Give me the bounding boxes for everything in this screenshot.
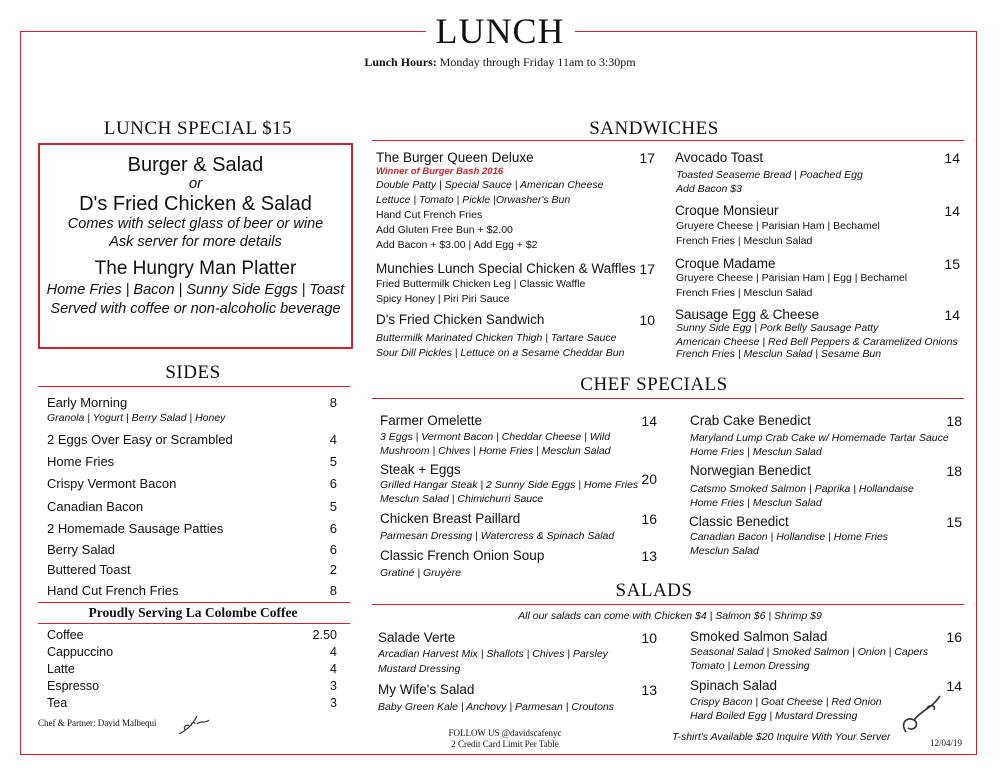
lunch-special-box (38, 143, 353, 349)
menu-item-price: 10 (639, 312, 655, 328)
menu-item-desc: Add Bacon + $3.00 | Add Egg + $2 (376, 239, 538, 251)
menu-item-price: 20 (641, 471, 657, 487)
sandwiches-rule (372, 140, 964, 141)
menu-item-name: Salade Verte (378, 630, 456, 645)
list-item: Coffee 2.50 (47, 628, 337, 642)
menu-item-desc: Maryland Lump Crab Cake w/ Homemade Tartar Sauce (690, 432, 949, 444)
menu-item-name: Chicken Breast Paillard (380, 511, 521, 526)
menu-item-desc: Toasted Seaseme Bread | Poached Egg (676, 169, 863, 181)
list-item: Canadian Bacon 5 (47, 499, 337, 514)
menu-item-desc: Sunny Side Egg | Pork Belly Sausage Patty (676, 322, 879, 334)
menu-item-price: 17 (639, 261, 655, 277)
menu-item-desc: French Fries | Mesclun Salad (676, 235, 813, 247)
page-title: LUNCH (0, 10, 1000, 52)
menu-item-desc: American Cheese | Red Bell Peppers & Caramelized Onions (676, 336, 958, 348)
menu-item-price: 14 (641, 413, 657, 429)
menu-item-name: Steak + Eggs (380, 462, 461, 477)
menu-item-name: Croque Madame (675, 256, 776, 271)
menu-item-desc: Gratiné | Gruyère (380, 567, 461, 579)
menu-item-name: Smoked Salmon Salad (690, 629, 828, 644)
menu-item-name: Croque Monsieur (675, 203, 779, 218)
menu-item-desc: Hand Cut French Fries (376, 209, 483, 221)
list-item: Cappuccino 4 (47, 645, 337, 659)
menu-item-name: Spinach Salad (690, 678, 778, 693)
menu-item-desc: Gruyere Cheese | Parisian Ham | Egg | Bechamel (676, 272, 908, 284)
list-item: Early Morning 8 (47, 395, 337, 410)
menu-item-desc: Add Gluten Free Bun + $2.00 (376, 224, 513, 236)
menu-item-name: The Burger Queen Deluxe (376, 150, 534, 165)
menu-item-desc: Home Fries | Mesclun Salad (690, 446, 822, 458)
menu-item-desc: Arcadian Harvest Mix | Shallots | Chives | Parsley (378, 648, 608, 660)
chef-specials-heading: CHEF SPECIALS (580, 374, 728, 395)
menu-item-desc: French Fries | Mesclun Salad | Sesame Bun (676, 348, 882, 360)
special-line-1: Burger & Salad (127, 154, 264, 176)
special-line-2: D's Fried Chicken & Salad (79, 193, 312, 215)
list-item: Hand Cut French Fries 8 (47, 583, 337, 598)
menu-item-price: 18 (946, 413, 962, 429)
menu-item-desc: Crispy Bacon | Goat Cheese | Red Onion (690, 696, 882, 708)
menu-item-price: 14 (944, 203, 960, 219)
menu-item-desc: Add Bacon $3 (676, 183, 742, 195)
menu-item-name: Norwegian Benedict (690, 463, 811, 478)
menu-item-price: 18 (946, 463, 962, 479)
salads-rule (372, 604, 964, 605)
special-or: or (188, 175, 203, 192)
menu-item-desc: Seasonal Salad | Smoked Salmon | Onion | Capers (690, 646, 929, 658)
follow-us: FOLLOW US @davidscafenyc (448, 728, 562, 738)
menu-item-desc: Baby Green Kale | Anchovy | Parmesan | Croutons (378, 701, 614, 713)
list-item: Crispy Vermont Bacon 6 (47, 476, 337, 491)
print-date: 12/04/19 (930, 738, 963, 748)
menu-item-name: Munchies Lunch Special Chicken & Waffles (376, 261, 636, 276)
lunch-special-heading: LUNCH SPECIAL $15 (103, 118, 293, 139)
menu-item-desc: Parmesan Dressing | Watercress & Spinach Salad (380, 530, 615, 542)
sandwiches-heading: SANDWICHES (589, 118, 719, 139)
menu-item-price: 16 (641, 511, 657, 527)
swirl-icon (896, 690, 946, 740)
award-badge: Winner of Burger Bash 2016 (376, 166, 504, 177)
tshirt-note: T-shirt's Available $20 Inquire With Your Server (672, 731, 891, 743)
menu-item-desc: Lettuce | Tomato | Pickle |Orwasher's Bun (376, 194, 571, 206)
special-line-6: Home Fries | Bacon | Sunny Side Eggs | Toast (46, 282, 345, 298)
special-line-5: The Hungry Man Platter (94, 258, 297, 279)
menu-item-desc: Mushroom | Chives | Home Fries | Mesclun Salad (380, 445, 611, 457)
salads-note: All our salads can come with Chicken $4 | Salmon $6 | Shrimp $9 (518, 610, 822, 622)
menu-item-desc: Mesclun Salad (690, 545, 759, 557)
menu-item-desc: Mesclun Salad | Chimichurri Sauce (380, 493, 544, 505)
menu-item-name: Classic Benedict (689, 514, 789, 529)
menu-item-name: Sausage Egg & Cheese (675, 307, 820, 322)
menu-item-desc: Sour Dill Pickles | Lettuce on a Sesame Cheddar Bun (376, 347, 625, 359)
menu-item-name: My Wife's Salad (378, 682, 475, 697)
menu-item-name: D's Fried Chicken Sandwich (376, 312, 545, 327)
list-item: Berry Salad 6 (47, 542, 337, 557)
menu-item-desc: Hard Boiled Egg | Mustard Dressing (690, 710, 858, 722)
card-limit-note: 2 Credit Card Limit Per Table (451, 739, 559, 749)
menu-item-price: 10 (641, 630, 657, 646)
menu-item-name: Farmer Omelette (380, 413, 483, 428)
menu-item-desc: Mustard Dressing (378, 663, 461, 675)
menu-item-desc: Canadian Bacon | Hollandise | Home Fries (690, 531, 889, 543)
list-item-desc: Granola | Yogurt | Berry Salad | Honey (47, 412, 226, 424)
special-line-7: Served with coffee or non-alcoholic beverage (50, 300, 341, 317)
coffee-rule-top (38, 602, 350, 603)
menu-item-desc: Catsmo Smoked Salmon | Paprika | Hollandaise (690, 483, 914, 495)
salads-heading: SALADS (615, 580, 693, 601)
special-line-4: Ask server for more details (109, 233, 282, 250)
list-item: Latte 4 (47, 662, 337, 676)
menu-item-price: 14 (944, 150, 960, 166)
list-item: 2 Homemade Sausage Patties 6 (47, 521, 337, 536)
menu-item-desc: 3 Eggs | Vermont Bacon | Cheddar Cheese | Wild (380, 431, 611, 443)
menu-item-desc: Spicy Honey | Piri Piri Sauce (376, 293, 510, 305)
sides-rule (38, 386, 350, 387)
menu-item-desc: Buttermilk Marinated Chicken Thigh | Tartare Sauce (376, 332, 617, 344)
menu-item-desc: French Fries | Mesclun Salad (676, 287, 813, 299)
menu-item-desc: Fried Buttermilk Chicken Leg | Classic Waffle (376, 278, 586, 290)
sides-heading: SIDES (165, 362, 221, 383)
menu-item-price: 16 (946, 629, 962, 645)
list-item: 2 Eggs Over Easy or Scrambled 4 (47, 432, 337, 447)
chef-credit: Chef & Partner: David Malbequi (38, 718, 157, 728)
menu-item-name: Crab Cake Benedict (690, 413, 811, 428)
menu-item-desc: Grilled Hangar Steak | 2 Sunny Side Eggs | Home Fries (380, 479, 639, 491)
menu-item-price: 17 (639, 150, 655, 166)
menu-item-price: 13 (641, 548, 657, 564)
flourish-icon (175, 710, 215, 740)
list-item: Buttered Toast 2 (47, 562, 337, 577)
menu-item-price: 13 (641, 682, 657, 698)
menu-item-desc: Gruyere Cheese | Parisian Ham | Bechamel (676, 220, 880, 232)
menu-item-price: 15 (946, 514, 962, 530)
coffee-heading: Proudly Serving La Colombe Coffee (88, 605, 298, 620)
menu-item-name: Classic French Onion Soup (380, 548, 545, 563)
menu-item-desc: Double Patty | Special Sauce | American Cheese (376, 179, 604, 191)
list-item: Espresso 3 (47, 679, 337, 693)
menu-item-price: 15 (944, 256, 960, 272)
list-item: Tea 3 (47, 696, 337, 710)
menu-item-price: 14 (946, 678, 962, 694)
menu-item-name: Avocado Toast (675, 150, 764, 165)
menu-item-price: 14 (944, 307, 960, 323)
lunch-hours: Lunch Hours: Monday through Friday 11am to 3:30pm (364, 55, 636, 69)
special-line-3: Comes with select glass of beer or wine (67, 216, 324, 232)
menu-item-desc: Tomato | Lemon Dressing (690, 660, 810, 672)
menu-item-desc: Home Fries | Mesclun Salad (690, 497, 822, 509)
chef-specials-rule (372, 398, 964, 399)
coffee-rule-bottom (38, 623, 350, 624)
list-item: Home Fries 5 (47, 454, 337, 469)
